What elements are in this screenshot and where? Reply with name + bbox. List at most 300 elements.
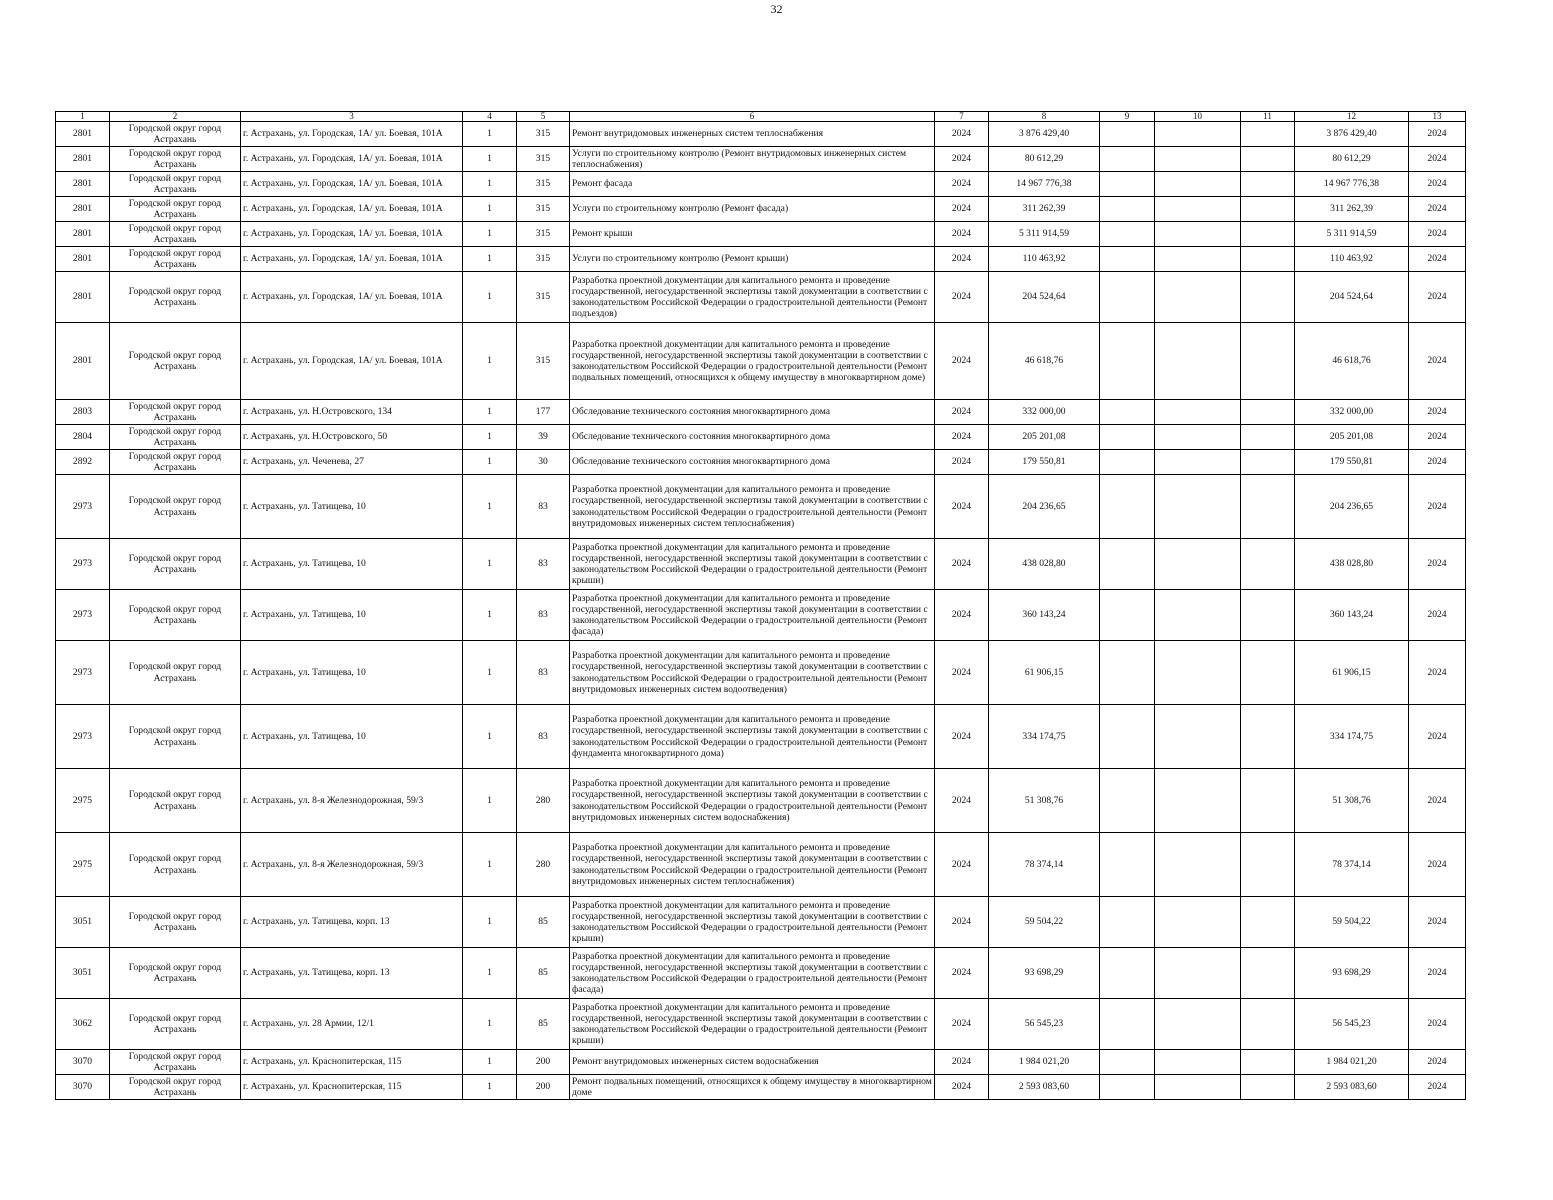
object-id-cell: 2973 — [56, 590, 110, 641]
number-cell: 39 — [517, 425, 570, 450]
municipality-cell: Городской округ город Астрахань — [110, 897, 241, 948]
object-id-cell: 2803 — [56, 400, 110, 425]
empty-cell — [1155, 539, 1241, 590]
work-type-cell: Разработка проектной документации для капитального ремонта и проведение государственной, негосударственной экспертизы такой документации в соответствии с законодательством Российской Федерации о градостроительной деятельности (Ремонт подвальных помещений, относящихся к общему имуществу в многоквартирном доме) — [570, 323, 935, 400]
year-cell: 2024 — [935, 833, 989, 897]
object-id-cell: 2975 — [56, 833, 110, 897]
empty-cell — [1155, 1075, 1241, 1100]
empty-cell — [1241, 1075, 1295, 1100]
work-type-cell: Ремонт подвальных помещений, относящихся к общему имуществу в многоквартирном доме — [570, 1075, 935, 1100]
address-cell: г. Астрахань, ул. Городская, 1А/ ул. Боевая, 101А — [241, 122, 463, 147]
table-row — [56, 705, 1466, 769]
total-cost-cell: 5 311 914,59 — [1295, 222, 1409, 247]
empty-cell — [1100, 475, 1155, 539]
count-cell: 1 — [463, 590, 517, 641]
empty-cell — [1155, 122, 1241, 147]
year-cell: 2024 — [935, 999, 989, 1050]
cost-cell: 179 550,81 — [989, 450, 1100, 475]
municipality-cell: Городской округ город Астрахань — [110, 590, 241, 641]
number-cell: 83 — [517, 539, 570, 590]
number-cell: 200 — [517, 1075, 570, 1100]
cost-cell: 56 545,23 — [989, 999, 1100, 1050]
work-type-cell: Обследование технического состояния многоквартирного дома — [570, 425, 935, 450]
empty-cell — [1241, 450, 1295, 475]
count-cell: 1 — [463, 197, 517, 222]
empty-cell — [1241, 247, 1295, 272]
empty-cell — [1155, 641, 1241, 705]
total-cost-cell: 78 374,14 — [1295, 833, 1409, 897]
object-id-cell: 2804 — [56, 425, 110, 450]
address-cell: г. Астрахань, ул. Чеченева, 27 — [241, 450, 463, 475]
number-cell: 315 — [517, 197, 570, 222]
work-type-cell: Разработка проектной документации для капитального ремонта и проведение государственной, негосударственной экспертизы такой документации в соответствии с законодательством Российской Федерации о градостроительной деятельности (Ремонт внутридомовых инженерных систем водоснабжения) — [570, 769, 935, 833]
work-type-cell: Обследование технического состояния многоквартирного дома — [570, 400, 935, 425]
empty-cell — [1241, 769, 1295, 833]
number-cell: 30 — [517, 450, 570, 475]
empty-cell — [1155, 197, 1241, 222]
table-row — [56, 400, 1466, 425]
total-cost-cell: 438 028,80 — [1295, 539, 1409, 590]
work-type-cell: Разработка проектной документации для капитального ремонта и проведение государственной, негосударственной экспертизы такой документации в соответствии с законодательством Российской Федерации о градостроительной деятельности (Ремонт крыши) — [570, 539, 935, 590]
work-type-cell: Обследование технического состояния многоквартирного дома — [570, 450, 935, 475]
empty-cell — [1241, 539, 1295, 590]
address-cell: г. Астрахань, ул. Городская, 1А/ ул. Боевая, 101А — [241, 172, 463, 197]
count-cell: 1 — [463, 400, 517, 425]
column-header: 8 — [989, 112, 1100, 122]
municipality-cell: Городской округ город Астрахань — [110, 323, 241, 400]
municipality-cell: Городской округ город Астрахань — [110, 247, 241, 272]
municipality-cell: Городской округ город Астрахань — [110, 222, 241, 247]
municipality-cell: Городской округ город Астрахань — [110, 450, 241, 475]
year-cell: 2024 — [935, 147, 989, 172]
municipality-cell: Городской округ город Астрахань — [110, 539, 241, 590]
total-cost-cell: 14 967 776,38 — [1295, 172, 1409, 197]
empty-cell — [1100, 323, 1155, 400]
total-cost-cell: 2 593 083,60 — [1295, 1075, 1409, 1100]
work-type-cell: Ремонт внутридомовых инженерных систем водоснабжения — [570, 1050, 935, 1075]
completion-year-cell: 2024 — [1409, 539, 1466, 590]
municipality-cell: Городской округ город Астрахань — [110, 1075, 241, 1100]
empty-cell — [1241, 323, 1295, 400]
table-row — [56, 1075, 1466, 1100]
total-cost-cell: 110 463,92 — [1295, 247, 1409, 272]
municipality-cell: Городской округ город Астрахань — [110, 641, 241, 705]
number-cell: 315 — [517, 323, 570, 400]
table-row — [56, 590, 1466, 641]
count-cell: 1 — [463, 769, 517, 833]
total-cost-cell: 61 906,15 — [1295, 641, 1409, 705]
number-cell: 315 — [517, 222, 570, 247]
cost-cell: 51 308,76 — [989, 769, 1100, 833]
column-header: 7 — [935, 112, 989, 122]
number-cell: 83 — [517, 641, 570, 705]
empty-cell — [1100, 450, 1155, 475]
year-cell: 2024 — [935, 272, 989, 323]
number-cell: 85 — [517, 999, 570, 1050]
table-row — [56, 122, 1466, 147]
municipality-cell: Городской округ город Астрахань — [110, 122, 241, 147]
year-cell: 2024 — [935, 641, 989, 705]
empty-cell — [1241, 122, 1295, 147]
year-cell: 2024 — [935, 769, 989, 833]
empty-cell — [1241, 222, 1295, 247]
count-cell: 1 — [463, 1075, 517, 1100]
empty-cell — [1100, 539, 1155, 590]
number-cell: 85 — [517, 897, 570, 948]
total-cost-cell: 204 524,64 — [1295, 272, 1409, 323]
cost-cell: 46 618,76 — [989, 323, 1100, 400]
cost-cell: 2 593 083,60 — [989, 1075, 1100, 1100]
address-cell: г. Астрахань, ул. Татищева, 10 — [241, 705, 463, 769]
table-row — [56, 1050, 1466, 1075]
year-cell: 2024 — [935, 948, 989, 999]
table-row — [56, 425, 1466, 450]
table-row — [56, 833, 1466, 897]
object-id-cell: 3062 — [56, 999, 110, 1050]
empty-cell — [1100, 641, 1155, 705]
register-table — [55, 111, 1466, 1100]
object-id-cell: 3070 — [56, 1075, 110, 1100]
empty-cell — [1100, 247, 1155, 272]
column-header: 4 — [463, 112, 517, 122]
cost-cell: 205 201,08 — [989, 425, 1100, 450]
empty-cell — [1241, 425, 1295, 450]
empty-cell — [1155, 172, 1241, 197]
empty-cell — [1155, 999, 1241, 1050]
year-cell: 2024 — [935, 400, 989, 425]
address-cell: г. Астрахань, ул. Краснопитерская, 115 — [241, 1075, 463, 1100]
table-row — [56, 897, 1466, 948]
number-cell: 280 — [517, 833, 570, 897]
count-cell: 1 — [463, 222, 517, 247]
work-type-cell: Разработка проектной документации для капитального ремонта и проведение государственной, негосударственной экспертизы такой документации в соответствии с законодательством Российской Федерации о градостроительной деятельности (Ремонт крыши) — [570, 999, 935, 1050]
column-header: 1 — [56, 112, 110, 122]
column-header: 10 — [1155, 112, 1241, 122]
empty-cell — [1100, 400, 1155, 425]
empty-cell — [1241, 475, 1295, 539]
object-id-cell: 2973 — [56, 641, 110, 705]
empty-cell — [1241, 147, 1295, 172]
total-cost-cell: 360 143,24 — [1295, 590, 1409, 641]
cost-cell: 438 028,80 — [989, 539, 1100, 590]
cost-cell: 110 463,92 — [989, 247, 1100, 272]
column-header: 3 — [241, 112, 463, 122]
year-cell: 2024 — [935, 450, 989, 475]
empty-cell — [1241, 172, 1295, 197]
total-cost-cell: 59 504,22 — [1295, 897, 1409, 948]
empty-cell — [1155, 1050, 1241, 1075]
count-cell: 1 — [463, 641, 517, 705]
table-body — [56, 122, 1466, 1100]
object-id-cell: 2801 — [56, 272, 110, 323]
completion-year-cell: 2024 — [1409, 1075, 1466, 1100]
cost-cell: 204 524,64 — [989, 272, 1100, 323]
empty-cell — [1100, 222, 1155, 247]
count-cell: 1 — [463, 833, 517, 897]
address-cell: г. Астрахань, ул. Н.Островского, 134 — [241, 400, 463, 425]
empty-cell — [1100, 147, 1155, 172]
page-number: 32 — [770, 2, 783, 16]
empty-cell — [1241, 833, 1295, 897]
table-row — [56, 172, 1466, 197]
work-type-cell: Услуги по строительному контролю (Ремонт внутридомовых инженерных систем теплоснабжения) — [570, 147, 935, 172]
table-row — [56, 475, 1466, 539]
completion-year-cell: 2024 — [1409, 425, 1466, 450]
completion-year-cell: 2024 — [1409, 897, 1466, 948]
total-cost-cell: 332 000,00 — [1295, 400, 1409, 425]
table-row — [56, 222, 1466, 247]
empty-cell — [1241, 948, 1295, 999]
cost-cell: 360 143,24 — [989, 590, 1100, 641]
empty-cell — [1100, 897, 1155, 948]
object-id-cell: 2801 — [56, 247, 110, 272]
address-cell: г. Астрахань, ул. Татищева, 10 — [241, 590, 463, 641]
total-cost-cell: 334 174,75 — [1295, 705, 1409, 769]
number-cell: 315 — [517, 172, 570, 197]
count-cell: 1 — [463, 323, 517, 400]
empty-cell — [1241, 1050, 1295, 1075]
completion-year-cell: 2024 — [1409, 272, 1466, 323]
year-cell: 2024 — [935, 1050, 989, 1075]
cost-cell: 311 262,39 — [989, 197, 1100, 222]
empty-cell — [1100, 769, 1155, 833]
work-type-cell: Ремонт крыши — [570, 222, 935, 247]
address-cell: г. Астрахань, ул. 28 Армии, 12/1 — [241, 999, 463, 1050]
address-cell: г. Астрахань, ул. Татищева, 10 — [241, 475, 463, 539]
object-id-cell: 2801 — [56, 172, 110, 197]
completion-year-cell: 2024 — [1409, 769, 1466, 833]
count-cell: 1 — [463, 172, 517, 197]
municipality-cell: Городской округ город Астрахань — [110, 147, 241, 172]
total-cost-cell: 80 612,29 — [1295, 147, 1409, 172]
address-cell: г. Астрахань, ул. Краснопитерская, 115 — [241, 1050, 463, 1075]
completion-year-cell: 2024 — [1409, 147, 1466, 172]
empty-cell — [1155, 769, 1241, 833]
municipality-cell: Городской округ город Астрахань — [110, 400, 241, 425]
municipality-cell: Городской округ город Астрахань — [110, 197, 241, 222]
work-type-cell: Разработка проектной документации для капитального ремонта и проведение государственной, негосударственной экспертизы такой документации в соответствии с законодательством Российской Федерации о градостроительной деятельности (Ремонт внутридомовых инженерных систем водоотведения) — [570, 641, 935, 705]
empty-cell — [1241, 590, 1295, 641]
empty-cell — [1155, 272, 1241, 323]
completion-year-cell: 2024 — [1409, 705, 1466, 769]
empty-cell — [1155, 147, 1241, 172]
empty-cell — [1155, 400, 1241, 425]
cost-cell: 14 967 776,38 — [989, 172, 1100, 197]
municipality-cell: Городской округ город Астрахань — [110, 172, 241, 197]
year-cell: 2024 — [935, 897, 989, 948]
address-cell: г. Астрахань, ул. Городская, 1А/ ул. Боевая, 101А — [241, 272, 463, 323]
empty-cell — [1100, 705, 1155, 769]
cost-cell: 334 174,75 — [989, 705, 1100, 769]
object-id-cell: 3051 — [56, 948, 110, 999]
table-row — [56, 539, 1466, 590]
address-cell: г. Астрахань, ул. Татищева, 10 — [241, 641, 463, 705]
object-id-cell: 2973 — [56, 539, 110, 590]
object-id-cell: 3070 — [56, 1050, 110, 1075]
empty-cell — [1241, 197, 1295, 222]
cost-cell: 3 876 429,40 — [989, 122, 1100, 147]
completion-year-cell: 2024 — [1409, 450, 1466, 475]
empty-cell — [1100, 197, 1155, 222]
municipality-cell: Городской округ город Астрахань — [110, 475, 241, 539]
year-cell: 2024 — [935, 539, 989, 590]
municipality-cell: Городской округ город Астрахань — [110, 705, 241, 769]
total-cost-cell: 93 698,29 — [1295, 948, 1409, 999]
year-cell: 2024 — [935, 222, 989, 247]
empty-cell — [1100, 948, 1155, 999]
empty-cell — [1241, 897, 1295, 948]
count-cell: 1 — [463, 247, 517, 272]
table-row — [56, 272, 1466, 323]
total-cost-cell: 46 618,76 — [1295, 323, 1409, 400]
empty-cell — [1155, 833, 1241, 897]
completion-year-cell: 2024 — [1409, 590, 1466, 641]
empty-cell — [1155, 247, 1241, 272]
municipality-cell: Городской округ город Астрахань — [110, 769, 241, 833]
address-cell: г. Астрахань, ул. Татищева, корп. 13 — [241, 897, 463, 948]
empty-cell — [1100, 1075, 1155, 1100]
address-cell: г. Астрахань, ул. Н.Островского, 50 — [241, 425, 463, 450]
year-cell: 2024 — [935, 323, 989, 400]
year-cell: 2024 — [935, 122, 989, 147]
count-cell: 1 — [463, 1050, 517, 1075]
number-cell: 200 — [517, 1050, 570, 1075]
number-cell: 83 — [517, 590, 570, 641]
empty-cell — [1100, 1050, 1155, 1075]
address-cell: г. Астрахань, ул. Городская, 1А/ ул. Боевая, 101А — [241, 197, 463, 222]
column-header: 2 — [110, 112, 241, 122]
completion-year-cell: 2024 — [1409, 948, 1466, 999]
object-id-cell: 2975 — [56, 769, 110, 833]
number-cell: 315 — [517, 122, 570, 147]
empty-cell — [1155, 897, 1241, 948]
completion-year-cell: 2024 — [1409, 641, 1466, 705]
year-cell: 2024 — [935, 475, 989, 539]
empty-cell — [1100, 122, 1155, 147]
number-cell: 315 — [517, 147, 570, 172]
work-type-cell: Разработка проектной документации для капитального ремонта и проведение государственной, негосударственной экспертизы такой документации в соответствии с законодательством Российской Федерации о градостроительной деятельности (Ремонт крыши) — [570, 897, 935, 948]
completion-year-cell: 2024 — [1409, 222, 1466, 247]
address-cell: г. Астрахань, ул. 8-я Железнодорожная, 59/3 — [241, 769, 463, 833]
column-header: 13 — [1409, 112, 1466, 122]
empty-cell — [1100, 999, 1155, 1050]
empty-cell — [1155, 590, 1241, 641]
table-row — [56, 197, 1466, 222]
cost-cell: 59 504,22 — [989, 897, 1100, 948]
count-cell: 1 — [463, 539, 517, 590]
municipality-cell: Городской округ город Астрахань — [110, 999, 241, 1050]
municipality-cell: Городской округ город Астрахань — [110, 1050, 241, 1075]
cost-cell: 204 236,65 — [989, 475, 1100, 539]
object-id-cell: 2801 — [56, 197, 110, 222]
empty-cell — [1155, 222, 1241, 247]
table-row — [56, 147, 1466, 172]
address-cell: г. Астрахань, ул. Городская, 1А/ ул. Боевая, 101А — [241, 247, 463, 272]
municipality-cell: Городской округ город Астрахань — [110, 948, 241, 999]
count-cell: 1 — [463, 147, 517, 172]
count-cell: 1 — [463, 122, 517, 147]
work-type-cell: Услуги по строительному контролю (Ремонт крыши) — [570, 247, 935, 272]
work-type-cell: Ремонт внутридомовых инженерных систем теплоснабжения — [570, 122, 935, 147]
number-cell: 315 — [517, 247, 570, 272]
work-type-cell: Разработка проектной документации для капитального ремонта и проведение государственной, негосударственной экспертизы такой документации в соответствии с законодательством Российской Федерации о градостроительной деятельности (Ремонт внутридомовых инженерных систем теплоснабжения) — [570, 833, 935, 897]
empty-cell — [1241, 272, 1295, 323]
total-cost-cell: 3 876 429,40 — [1295, 122, 1409, 147]
table-row — [56, 948, 1466, 999]
count-cell: 1 — [463, 705, 517, 769]
object-id-cell: 2973 — [56, 705, 110, 769]
year-cell: 2024 — [935, 590, 989, 641]
object-id-cell: 2973 — [56, 475, 110, 539]
work-type-cell: Разработка проектной документации для капитального ремонта и проведение государственной, негосударственной экспертизы такой документации в соответствии с законодательством Российской Федерации о градостроительной деятельности (Ремонт подъездов) — [570, 272, 935, 323]
completion-year-cell: 2024 — [1409, 197, 1466, 222]
year-cell: 2024 — [935, 197, 989, 222]
empty-cell — [1155, 323, 1241, 400]
completion-year-cell: 2024 — [1409, 172, 1466, 197]
table-row — [56, 247, 1466, 272]
year-cell: 2024 — [935, 1075, 989, 1100]
object-id-cell: 2892 — [56, 450, 110, 475]
empty-cell — [1100, 172, 1155, 197]
work-type-cell: Услуги по строительному контролю (Ремонт фасада) — [570, 197, 935, 222]
work-type-cell: Разработка проектной документации для капитального ремонта и проведение государственной, негосударственной экспертизы такой документации в соответствии с законодательством Российской Федерации о градостроительной деятельности (Ремонт фасада) — [570, 948, 935, 999]
work-type-cell: Ремонт фасада — [570, 172, 935, 197]
empty-cell — [1155, 705, 1241, 769]
empty-cell — [1241, 705, 1295, 769]
municipality-cell: Городской округ город Астрахань — [110, 425, 241, 450]
completion-year-cell: 2024 — [1409, 833, 1466, 897]
municipality-cell: Городской округ город Астрахань — [110, 833, 241, 897]
municipality-cell: Городской округ город Астрахань — [110, 272, 241, 323]
column-header: 9 — [1100, 112, 1155, 122]
total-cost-cell: 56 545,23 — [1295, 999, 1409, 1050]
object-id-cell: 2801 — [56, 147, 110, 172]
table-row — [56, 999, 1466, 1050]
table-row — [56, 323, 1466, 400]
address-cell: г. Астрахань, ул. Городская, 1А/ ул. Боевая, 101А — [241, 147, 463, 172]
completion-year-cell: 2024 — [1409, 400, 1466, 425]
object-id-cell: 2801 — [56, 323, 110, 400]
count-cell: 1 — [463, 897, 517, 948]
total-cost-cell: 1 984 021,20 — [1295, 1050, 1409, 1075]
total-cost-cell: 205 201,08 — [1295, 425, 1409, 450]
count-cell: 1 — [463, 999, 517, 1050]
number-cell: 177 — [517, 400, 570, 425]
cost-cell: 80 612,29 — [989, 147, 1100, 172]
object-id-cell: 3051 — [56, 897, 110, 948]
number-cell: 315 — [517, 272, 570, 323]
table-row — [56, 641, 1466, 705]
count-cell: 1 — [463, 425, 517, 450]
empty-cell — [1241, 641, 1295, 705]
completion-year-cell: 2024 — [1409, 1050, 1466, 1075]
total-cost-cell: 51 308,76 — [1295, 769, 1409, 833]
completion-year-cell: 2024 — [1409, 475, 1466, 539]
empty-cell — [1100, 590, 1155, 641]
cost-cell: 1 984 021,20 — [989, 1050, 1100, 1075]
year-cell: 2024 — [935, 172, 989, 197]
completion-year-cell: 2024 — [1409, 122, 1466, 147]
table-row — [56, 769, 1466, 833]
count-cell: 1 — [463, 948, 517, 999]
address-cell: г. Астрахань, ул. Татищева, 10 — [241, 539, 463, 590]
object-id-cell: 2801 — [56, 222, 110, 247]
total-cost-cell: 311 262,39 — [1295, 197, 1409, 222]
year-cell: 2024 — [935, 705, 989, 769]
column-header: 6 — [570, 112, 935, 122]
column-header: 12 — [1295, 112, 1409, 122]
number-cell: 85 — [517, 948, 570, 999]
